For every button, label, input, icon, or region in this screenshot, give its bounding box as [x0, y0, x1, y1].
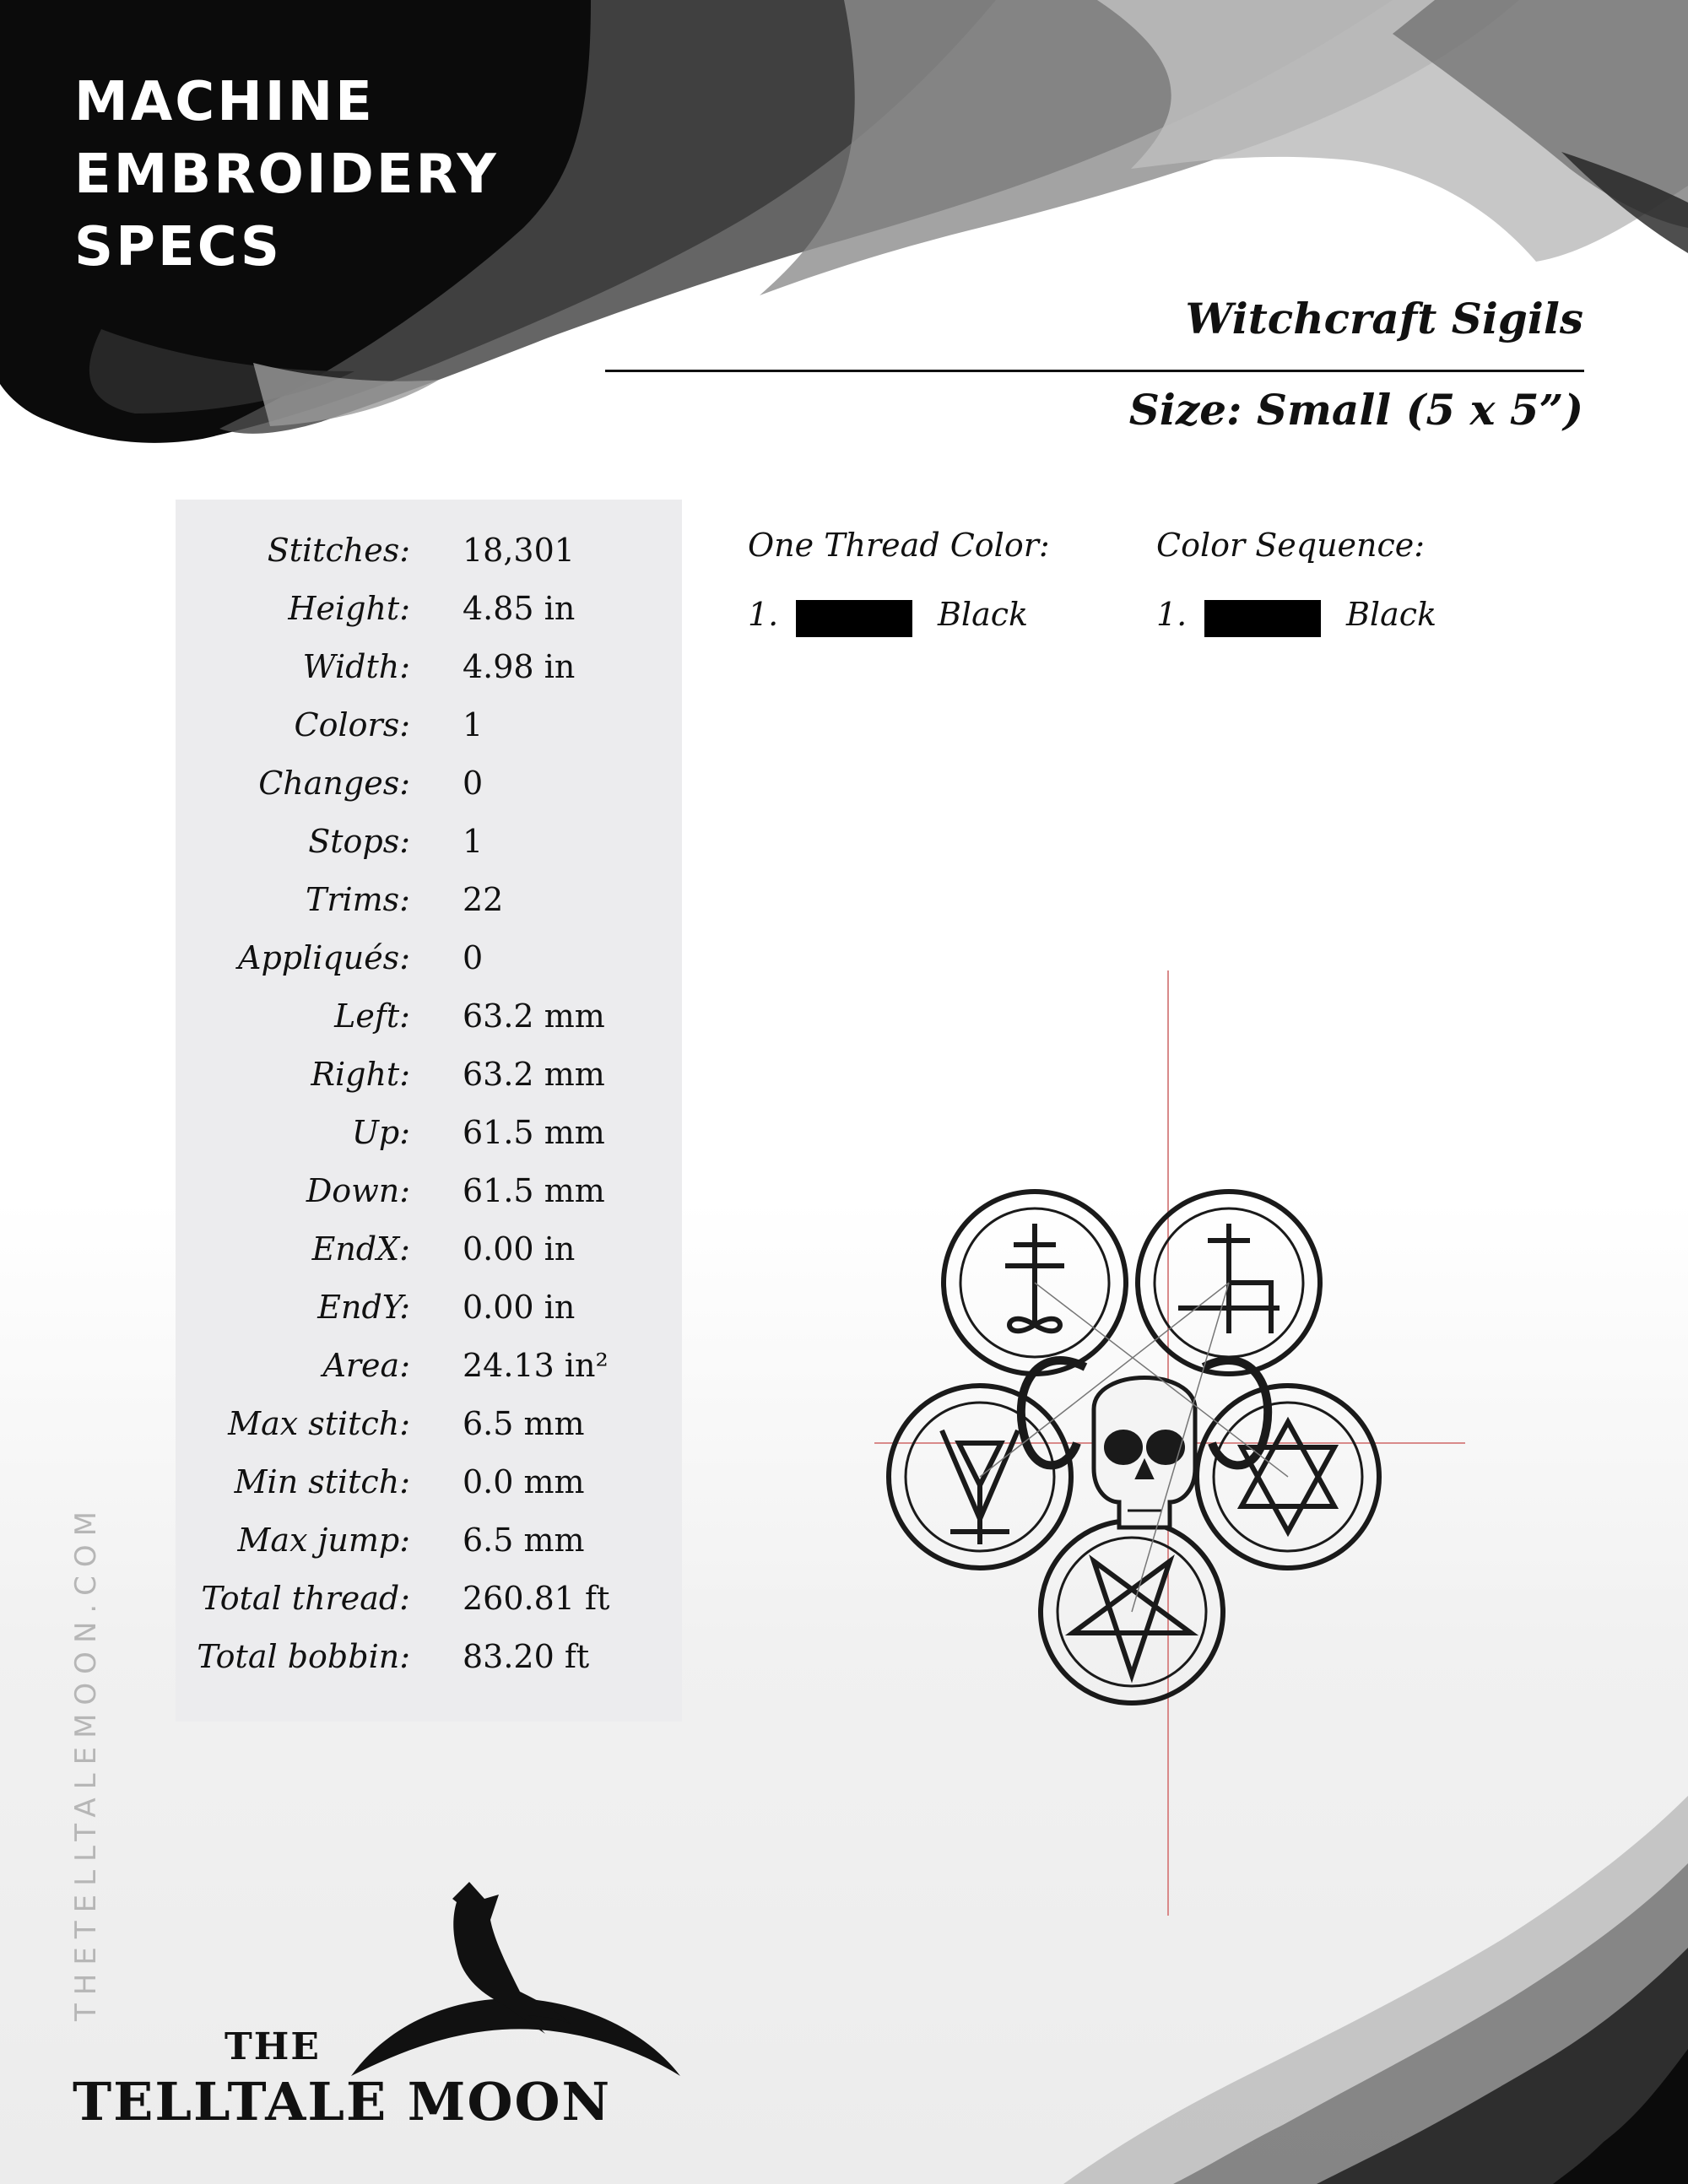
- spec-row: [176, 1289, 682, 1347]
- thread-color-block: [748, 527, 1050, 633]
- footer-brush-stroke: [996, 1796, 1688, 2184]
- spec-value: 0.0 mm: [463, 1463, 585, 1500]
- spec-value: 0: [463, 765, 484, 802]
- spec-value: 63.2 mm: [463, 1056, 605, 1093]
- spec-value: 4.98 in: [463, 648, 576, 685]
- spec-label: Area:: [322, 1347, 410, 1384]
- spec-label: Right:: [311, 1056, 410, 1093]
- spec-row: [176, 1230, 682, 1289]
- spec-label: Stops:: [308, 823, 410, 860]
- telltale-moon-logo: [73, 1873, 714, 2133]
- color-sequence-swatch: [1204, 600, 1321, 637]
- spec-row: [176, 590, 682, 648]
- spec-value: 1: [463, 706, 484, 743]
- thread-color-name: Black: [938, 596, 1029, 633]
- spec-label: Total bobbin:: [197, 1638, 410, 1675]
- spec-value: 0: [463, 939, 484, 976]
- design-name: Witchcraft Sigils: [1185, 294, 1583, 343]
- spec-row: [176, 1638, 682, 1696]
- spec-row: [176, 1580, 682, 1638]
- spec-row: [176, 1463, 682, 1522]
- spec-row: [176, 1522, 682, 1580]
- website-url: THETELLTALEMOON.COM: [69, 1502, 103, 2021]
- spec-value: 260.81 ft: [463, 1580, 610, 1617]
- spec-value: 4.85 in: [463, 590, 576, 627]
- spec-label: Stitches:: [267, 532, 410, 569]
- spec-value: 61.5 mm: [463, 1172, 605, 1209]
- header-title-line: EMBROIDERY: [74, 143, 499, 206]
- spec-value: 63.2 mm: [463, 997, 605, 1035]
- spec-value: 0.00 in: [463, 1289, 576, 1326]
- header-title-line: SPECS: [74, 216, 282, 278]
- spec-value: 83.20 ft: [463, 1638, 590, 1675]
- spec-row: [176, 532, 682, 590]
- spec-label: Height:: [288, 590, 410, 627]
- spec-row: [176, 1114, 682, 1172]
- thread-color-heading: One Thread Color:: [748, 527, 1050, 564]
- spec-row: [176, 1347, 682, 1405]
- spec-label: EndX:: [311, 1230, 410, 1268]
- color-sequence-heading: Color Sequence:: [1156, 527, 1426, 564]
- header-title: [74, 66, 499, 284]
- thread-color-swatch: [796, 600, 912, 637]
- spec-value: 0.00 in: [463, 1230, 576, 1268]
- spec-label: Width:: [302, 648, 410, 685]
- spec-row: [176, 881, 682, 939]
- spec-label: Total thread:: [201, 1580, 410, 1617]
- spec-value: 22: [463, 881, 504, 918]
- spec-label: Left:: [334, 997, 410, 1035]
- spec-row: [176, 1056, 682, 1114]
- spec-value: 18,301: [463, 532, 575, 569]
- spec-row: [176, 823, 682, 881]
- spec-label: Down:: [306, 1172, 410, 1209]
- spec-label: Colors:: [294, 706, 410, 743]
- spec-row: [176, 765, 682, 823]
- design-size: Size: Small (5 x 5”): [1128, 385, 1583, 435]
- spec-label: Trims:: [305, 881, 410, 918]
- spec-row: [176, 939, 682, 997]
- color-sequence-name: Black: [1346, 596, 1437, 633]
- logo-name: TELLTALE MOON: [73, 2071, 612, 2133]
- spec-row: [176, 997, 682, 1056]
- sigil-group: [889, 1192, 1379, 1703]
- spec-row: [176, 648, 682, 706]
- color-sequence-number: 1.: [1156, 596, 1188, 633]
- horned-skull-icon: [1021, 1360, 1268, 1527]
- spec-label: Min stitch:: [234, 1463, 410, 1500]
- color-sequence-row: [1156, 596, 1511, 635]
- spec-label: Up:: [351, 1114, 410, 1151]
- spec-value: 6.5 mm: [463, 1522, 585, 1559]
- thread-color-number: 1.: [748, 596, 779, 633]
- spec-label: Max jump:: [237, 1522, 410, 1559]
- spec-label: Appliqués:: [238, 939, 410, 976]
- raven-moon-logo-icon: [73, 1873, 714, 2076]
- spec-label: EndY:: [317, 1289, 410, 1326]
- spec-label: Changes:: [258, 765, 410, 802]
- logo-the: THE: [225, 2025, 321, 2068]
- spec-label: Max stitch:: [228, 1405, 410, 1442]
- thread-color-row: [748, 596, 1102, 635]
- header-title-line: MACHINE: [74, 71, 375, 133]
- spec-row: [176, 1172, 682, 1230]
- embroidery-design-preview: [874, 970, 1465, 1916]
- spec-value: 24.13 in²: [463, 1347, 609, 1384]
- header-divider: [605, 370, 1584, 372]
- spec-value: 1: [463, 823, 484, 860]
- spec-value: 61.5 mm: [463, 1114, 605, 1151]
- specs-panel: [176, 500, 682, 1722]
- color-sequence-block: [1156, 527, 1437, 633]
- spec-value: 6.5 mm: [463, 1405, 585, 1442]
- spec-row: [176, 706, 682, 765]
- spec-row: [176, 1405, 682, 1463]
